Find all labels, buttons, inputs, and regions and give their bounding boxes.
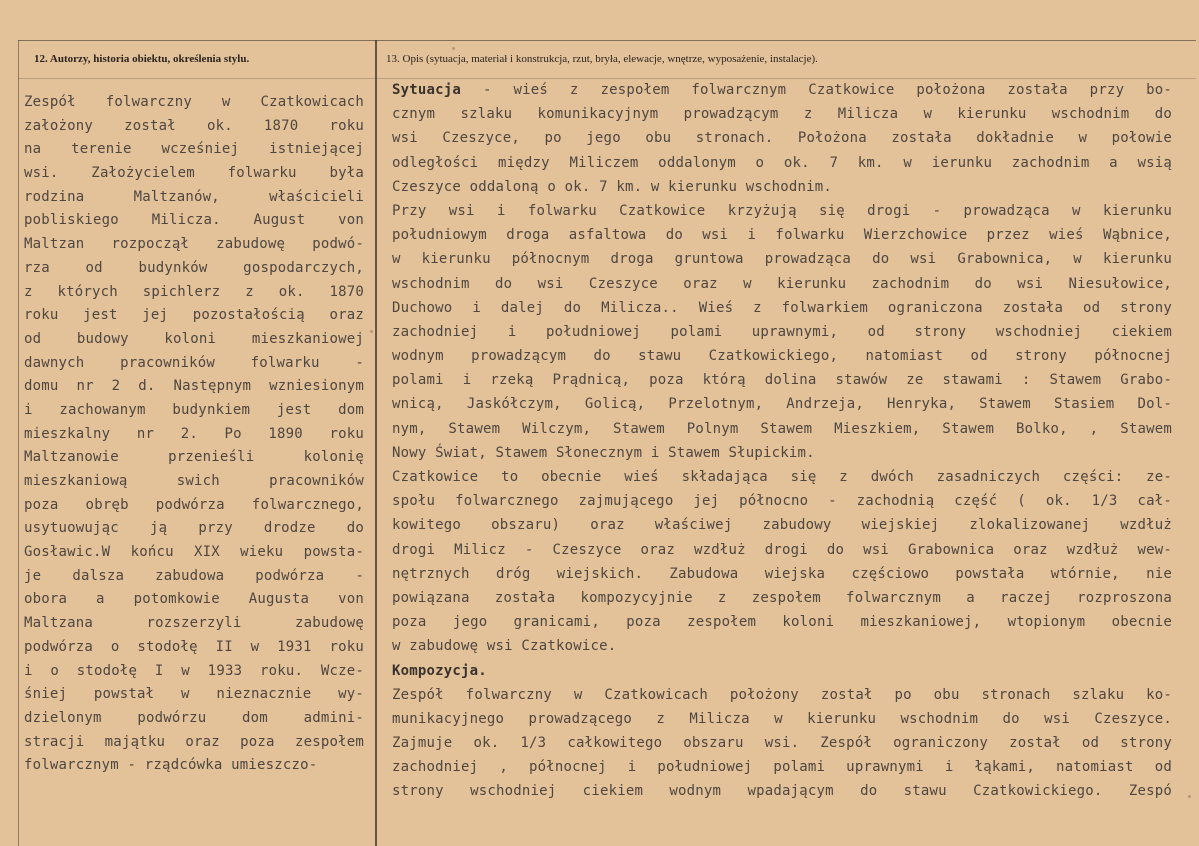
- text-line: stracji majątku oraz poza zespołem: [24, 733, 364, 750]
- text-line: Gosławic.W końcu XIX wieku powsta-: [24, 544, 364, 561]
- section-heading: Kompozycja.: [392, 662, 487, 679]
- line-text: poza jego granicami, poza zespołem koloni mieszkaniowej, wtopionym obecnie: [392, 614, 1172, 631]
- line-text: Nowy Świat, Stawem Słonecznym i Stawem Słupickim.: [392, 444, 815, 461]
- text-line: usytuowując ją przy drodze do: [24, 520, 364, 537]
- text-line: [392, 272, 1172, 296]
- line-text: kowitego obszaru) oraz właściwej zabudowy wiejskiej zlokalizowanej wzdłuż: [392, 517, 1172, 534]
- text-line: [392, 368, 1172, 392]
- text-line: [392, 707, 1172, 731]
- line-text: wschodnim do wsi Czeszyce oraz w kierunku zachodnim do wsi Niesułowice,: [392, 275, 1172, 292]
- text-line: [392, 513, 1172, 537]
- text-line: [392, 199, 1172, 223]
- text-line: domu nr 2 d. Następnym wzniesionym: [24, 378, 364, 395]
- text-line: Maltzana rozszerzyli zabudowę: [24, 615, 364, 632]
- text-line: [392, 102, 1172, 126]
- text-line: [392, 634, 1172, 658]
- text-line: [392, 151, 1172, 175]
- text-line: podwórza o stodołę II w 1931 roku: [24, 638, 364, 655]
- text-line: dzielonym podwórzu dom admini-: [24, 709, 364, 726]
- text-line: Maltzanowie przenieśli kolonię: [24, 449, 364, 466]
- line-text: nym, Stawem Wilczym, Stawem Polnym Stawem Mieszkiem, Stawem Bolko, , Stawem: [392, 420, 1172, 437]
- text-line: [392, 247, 1172, 271]
- line-text: Czatkowice to obecnie wieś składająca się z dwóch zasadniczych części: ze-: [392, 469, 1172, 485]
- text-line: mieszkaniową swich pracowników: [24, 473, 364, 489]
- line-text: w zabudowę wsi Czatkowice.: [392, 638, 617, 655]
- text-line: wsi. Założycielem folwarku była: [24, 165, 364, 182]
- text-line: [392, 779, 1172, 803]
- text-line: z których spichlerz z ok. 1870: [24, 283, 364, 300]
- line-text: południowym droga asfaltowa do wsi i folwarku Wierzchowice przez wieś Wąbnice,: [392, 227, 1172, 244]
- text-line: i o stodołę I w 1933 roku. Wcze-: [24, 662, 364, 679]
- line-text: Przy wsi i folwarku Czatkowice krzyżują się drogi - prowadząca w kierunku: [392, 202, 1172, 219]
- text-line: poza obręb podwórza folwarcznego,: [24, 496, 364, 513]
- text-line: śniej powstał w nieznacznie wy-: [24, 686, 364, 703]
- line-text: wodnym prowadzącym do stawu Czatkowickiego, natomiast od strony północnej: [392, 348, 1172, 365]
- line-text: zachodniej , północnej i południowej polami uprawnymi i łąkami, natomiast od: [392, 759, 1172, 776]
- text-line: [392, 465, 1172, 489]
- text-line: [392, 586, 1172, 610]
- text-line: [392, 417, 1172, 441]
- text-line: od budowy koloni mieszkaniowej: [24, 330, 364, 347]
- text-line: na terenie wcześniej istniejącej: [24, 141, 364, 158]
- text-line: [392, 562, 1172, 586]
- text-line: dawnych pracowników folwarku -: [24, 354, 364, 371]
- text-line: [392, 489, 1172, 513]
- text-line: [392, 392, 1172, 416]
- line-text: Duchowo i dalej do Milicza.. Wieś z folwarkiem ograniczona została od strony: [392, 299, 1172, 316]
- column-divider: [375, 40, 377, 846]
- line-text: - wieś z zespołem folwarcznym Czatkowice położona została przy bo-: [461, 82, 1172, 98]
- paper-speck: [452, 47, 455, 50]
- text-line: rza od budynków gospodarczych,: [24, 259, 364, 276]
- text-line: [392, 731, 1172, 755]
- line-text: odległości między Miliczem oddalonym o ok. 7 km. w ierunku zachodnim a wsią: [392, 154, 1172, 171]
- text-line: [392, 126, 1172, 150]
- text-line: [392, 659, 1172, 683]
- line-text: zachodniej i południowej polami uprawnymi, od strony wschodniej ciekiem: [392, 323, 1172, 340]
- text-line: Maltzan rozpoczął zabudowę podwó-: [24, 236, 364, 253]
- line-text: Zajmuje ok. 1/3 całkowitego obszaru wsi. Zespół ograniczony został od strony: [392, 735, 1172, 752]
- line-text: wnicą, Jaskółczym, Golicą, Przelotnym, Andrzeja, Henryka, Stawem Stasiem Dol-: [392, 396, 1172, 413]
- text-line: [392, 755, 1172, 779]
- line-text: powiązana została kompozycyjnie z zespołem folwarcznym a raczej rozproszona: [392, 589, 1172, 606]
- text-line: [392, 320, 1172, 344]
- text-line: pobliskiego Milicza. August von: [24, 212, 364, 229]
- text-line: folwarcznym - rządcówka umieszczo-: [24, 757, 318, 774]
- text-line: obora a potomkowie Augusta von: [24, 591, 364, 608]
- text-line: rodzina Maltzanów, właścicieli: [24, 188, 364, 205]
- field-12-label: 12. Autorzy, historia obiektu, określenia stylu.: [34, 53, 250, 65]
- field-13-label: 13. Opis (sytuacja, materiał i konstrukcja, rzut, bryła, elewacje, wnętrze, wyposażenie, instalacje).: [386, 53, 818, 65]
- line-text: w kierunku północnym droga gruntowa prowadząca do wsi Grabownica, w kierunku: [392, 251, 1172, 268]
- text-line: [392, 610, 1172, 634]
- paper-speck: [1188, 795, 1191, 798]
- text-line: [392, 296, 1172, 320]
- text-line: roku jest jej pozostałością oraz: [24, 307, 364, 324]
- text-line: [392, 175, 1172, 199]
- line-text: nętrznych dróg wiejskich. Zabudowa wiejska częściowo powstała wtórnie, nie: [392, 565, 1172, 582]
- line-text: strony wschodniej ciekiem wodnym wpadającym do stawu Czatkowickiego. Zespó: [392, 783, 1172, 800]
- section-heading: Sytuacja: [392, 82, 462, 98]
- text-line: Zespół folwarczny w Czatkowicach: [24, 94, 364, 110]
- text-line: [392, 441, 1172, 465]
- text-line: [392, 683, 1172, 707]
- text-line: mieszkalny nr 2. Po 1890 roku: [24, 425, 364, 442]
- top-border-rule: [18, 40, 1196, 41]
- line-text: Czeszyce oddaloną o ok. 7 km. w kierunku wschodnim.: [392, 178, 833, 195]
- text-line: [392, 78, 1172, 102]
- paper-speck: [370, 330, 373, 333]
- text-line: [392, 538, 1172, 562]
- text-line: założony został ok. 1870 roku: [24, 117, 364, 134]
- text-line: je dalsza zabudowa podwórza -: [24, 567, 364, 584]
- text-line: [392, 344, 1172, 368]
- line-text: drogi Milicz - Czeszyce oraz wzdłuż drogi do wsi Grabownica oraz wzdłuż wew-: [392, 541, 1172, 558]
- history-column: [24, 91, 364, 778]
- line-text: munikacyjnego prowadzącego z Milicza w kierunku wschodnim do wsi Czeszyce.: [392, 710, 1172, 727]
- line-text: wsi Czeszyce, po jego obu stronach. Położona została dokładnie w połowie: [392, 130, 1172, 147]
- line-text: polami i rzeką Prądnicą, poza którą dolina stawów ze stawami : Stawem Grabo-: [392, 372, 1172, 389]
- line-text: Zespół folwarczny w Czatkowicach położony został po obu stronach szlaku ko-: [392, 686, 1172, 703]
- text-line: [392, 223, 1172, 247]
- left-border-rule: [18, 40, 19, 846]
- line-text: społu folwarcznego zajmującego jej północno - zachodnią część ( ok. 1/3 cał-: [392, 493, 1172, 510]
- line-text: cznym szlaku komunikacyjnym prowadzącym z Milicza w kierunku wschodnim do: [392, 106, 1172, 123]
- description-column: [392, 78, 1172, 804]
- text-line: i zachowanym budynkiem jest dom: [24, 401, 364, 418]
